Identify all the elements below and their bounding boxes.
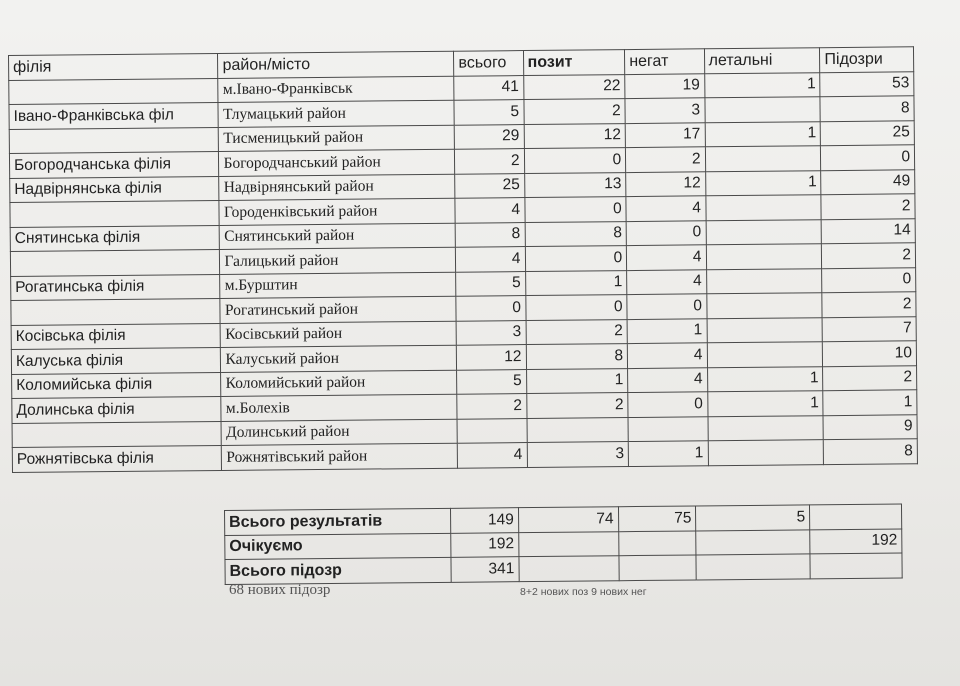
total-cell: 5: [454, 100, 523, 125]
total-cell: 8: [456, 222, 525, 247]
filia-cell: [9, 127, 219, 154]
total-cell: 0: [456, 296, 525, 321]
summary-negative-cell: [618, 530, 696, 555]
filia-cell: [10, 249, 220, 276]
suspicions-cell: 8: [824, 439, 918, 464]
negative-cell: 17: [625, 122, 705, 147]
total-cell: 3: [456, 320, 525, 345]
total-cell: 41: [454, 75, 523, 100]
lethal-cell: [705, 146, 821, 172]
summary-suspicions-cell: 192: [810, 528, 902, 553]
filia-cell: Богородчанська філія: [9, 151, 219, 178]
summary-positive-cell: [519, 556, 619, 581]
lethal-cell: [706, 244, 822, 270]
positive-cell: 0: [524, 197, 626, 222]
negative-cell: 19: [625, 73, 705, 98]
suspicions-cell: 49: [821, 169, 915, 194]
header-filia: філія: [9, 53, 219, 80]
lethal-cell: [707, 317, 823, 343]
negative-cell: [628, 416, 708, 441]
summary-lethal-cell: [696, 554, 810, 580]
district-cell: м.Бурштин: [220, 272, 456, 299]
total-cell: 2: [455, 149, 524, 174]
summary-table: [224, 503, 903, 584]
summary-positive-cell: [518, 531, 618, 556]
summary-label-cell: Всього підозр: [225, 557, 451, 584]
lethal-cell: [705, 195, 821, 221]
suspicions-cell: 2: [822, 292, 916, 317]
positive-cell: 1: [526, 368, 628, 393]
negative-cell: 4: [627, 269, 707, 294]
filia-cell: Снятинська філія: [10, 225, 220, 252]
total-cell: 29: [455, 124, 524, 149]
summary-label-cell: Всього результатів: [225, 508, 451, 535]
district-cell: м.Івано-Франківськ: [218, 76, 454, 103]
filia-cell: Калуська філія: [11, 347, 221, 374]
total-cell: 4: [456, 247, 525, 272]
total-cell: 12: [457, 345, 526, 370]
results-table: [8, 46, 918, 472]
negative-cell: 4: [628, 367, 708, 392]
lethal-cell: [708, 415, 824, 441]
total-cell: 4: [458, 443, 527, 468]
positive-cell: 2: [526, 319, 628, 344]
summary-lethal-cell: [696, 529, 810, 555]
summary-suspicions-cell: [810, 553, 902, 578]
lethal-cell: 1: [707, 366, 823, 392]
positive-cell: 3: [527, 442, 629, 467]
summary-total-cell: 341: [451, 557, 519, 582]
positive-cell: 0: [525, 246, 627, 271]
total-cell: [457, 418, 526, 443]
district-cell: Рожнятівський район: [222, 443, 458, 470]
filia-cell: Косівська філія: [11, 323, 221, 350]
header-lethal: летальні: [704, 48, 820, 74]
header-negative: негат: [625, 49, 705, 74]
header-suspicions: Підозри: [820, 47, 914, 72]
district-cell: Тлумацький район: [218, 100, 454, 127]
filia-cell: Коломийська філія: [12, 372, 222, 399]
suspicions-cell: 9: [823, 414, 917, 439]
negative-cell: 3: [625, 98, 705, 123]
district-cell: Косівський район: [221, 321, 457, 348]
lethal-cell: [707, 342, 823, 368]
negative-cell: 0: [627, 294, 707, 319]
new-results-note: 8+2 нових поз 9 нових нег: [520, 586, 647, 598]
suspicions-cell: 10: [823, 341, 917, 366]
district-cell: Снятинський район: [220, 223, 456, 250]
total-cell: 25: [455, 173, 524, 198]
suspicions-cell: 2: [823, 365, 917, 390]
header-district: район/місто: [218, 51, 454, 78]
positive-cell: 22: [523, 74, 625, 99]
summary-negative-cell: [618, 555, 696, 580]
district-cell: Калуський район: [221, 345, 457, 372]
negative-cell: 0: [628, 392, 708, 417]
positive-cell: 0: [524, 148, 626, 173]
filia-cell: Рогатинська філія: [11, 274, 221, 301]
lethal-cell: [706, 293, 822, 319]
filia-cell: Надвірнянська філія: [10, 176, 220, 203]
positive-cell: 12: [524, 123, 626, 148]
suspicions-cell: 14: [822, 218, 916, 243]
district-cell: м.Болехів: [221, 394, 457, 421]
summary-lethal-cell: 5: [696, 505, 810, 531]
new-suspicions-note: 68 нових підозр: [229, 582, 331, 598]
district-cell: Тисменицький район: [219, 125, 455, 152]
positive-cell: 2: [523, 99, 625, 124]
suspicions-cell: 25: [821, 120, 915, 145]
filia-cell: Долинська філія: [12, 396, 222, 423]
lethal-cell: 1: [707, 391, 823, 417]
summary-row: [225, 553, 902, 584]
lethal-cell: [706, 268, 822, 294]
negative-cell: 1: [628, 441, 708, 466]
suspicions-cell: 0: [821, 145, 915, 170]
filia-cell: Рожнятівська філія: [12, 445, 222, 472]
suspicions-cell: 2: [821, 194, 915, 219]
negative-cell: 12: [626, 171, 706, 196]
filia-cell: [12, 421, 222, 448]
lethal-cell: 1: [704, 72, 820, 98]
summary-negative-cell: 75: [618, 506, 696, 531]
summary-positive-cell: 74: [518, 507, 618, 532]
total-cell: 2: [457, 394, 526, 419]
district-cell: Богородчанський район: [219, 149, 455, 176]
district-cell: Рогатинський район: [220, 296, 456, 323]
positive-cell: 2: [526, 393, 628, 418]
negative-cell: 4: [626, 196, 706, 221]
filia-cell: [9, 78, 219, 105]
positive-cell: [527, 417, 629, 442]
district-cell: Долинський район: [221, 419, 457, 446]
positive-cell: 8: [526, 344, 628, 369]
total-cell: 5: [457, 369, 526, 394]
filia-cell: [11, 298, 221, 325]
total-cell: 4: [455, 198, 524, 223]
negative-cell: 4: [627, 245, 707, 270]
negative-cell: 0: [626, 220, 706, 245]
positive-cell: 8: [525, 221, 627, 246]
positive-cell: 0: [525, 295, 627, 320]
summary-total-cell: 149: [450, 508, 518, 533]
header-total: всього: [454, 51, 523, 76]
summary-total-cell: 192: [451, 532, 519, 557]
total-cell: 5: [456, 271, 525, 296]
suspicions-cell: 1: [823, 390, 917, 415]
lethal-cell: [706, 219, 822, 245]
negative-cell: 1: [627, 318, 707, 343]
suspicions-cell: 7: [822, 316, 916, 341]
summary-suspicions-cell: [810, 504, 902, 529]
positive-cell: 1: [525, 270, 627, 295]
lethal-cell: [704, 97, 820, 123]
suspicions-cell: 8: [820, 96, 914, 121]
suspicions-cell: 53: [820, 71, 914, 96]
district-cell: Городенківський район: [219, 198, 455, 225]
negative-cell: 2: [626, 147, 706, 172]
header-positive: позит: [523, 50, 625, 75]
district-cell: Надвірнянський район: [219, 174, 455, 201]
negative-cell: 4: [627, 343, 707, 368]
lethal-cell: [708, 440, 824, 466]
lethal-cell: 1: [705, 170, 821, 196]
filia-cell: Івано-Франківська філ: [9, 102, 219, 129]
suspicions-cell: 0: [822, 267, 916, 292]
summary-label-cell: Очікуємо: [225, 533, 451, 560]
positive-cell: 13: [524, 172, 626, 197]
district-cell: Коломийський район: [221, 370, 457, 397]
lethal-cell: 1: [705, 121, 821, 147]
district-cell: Галицький район: [220, 247, 456, 274]
suspicions-cell: 2: [822, 243, 916, 268]
filia-cell: [10, 200, 220, 227]
